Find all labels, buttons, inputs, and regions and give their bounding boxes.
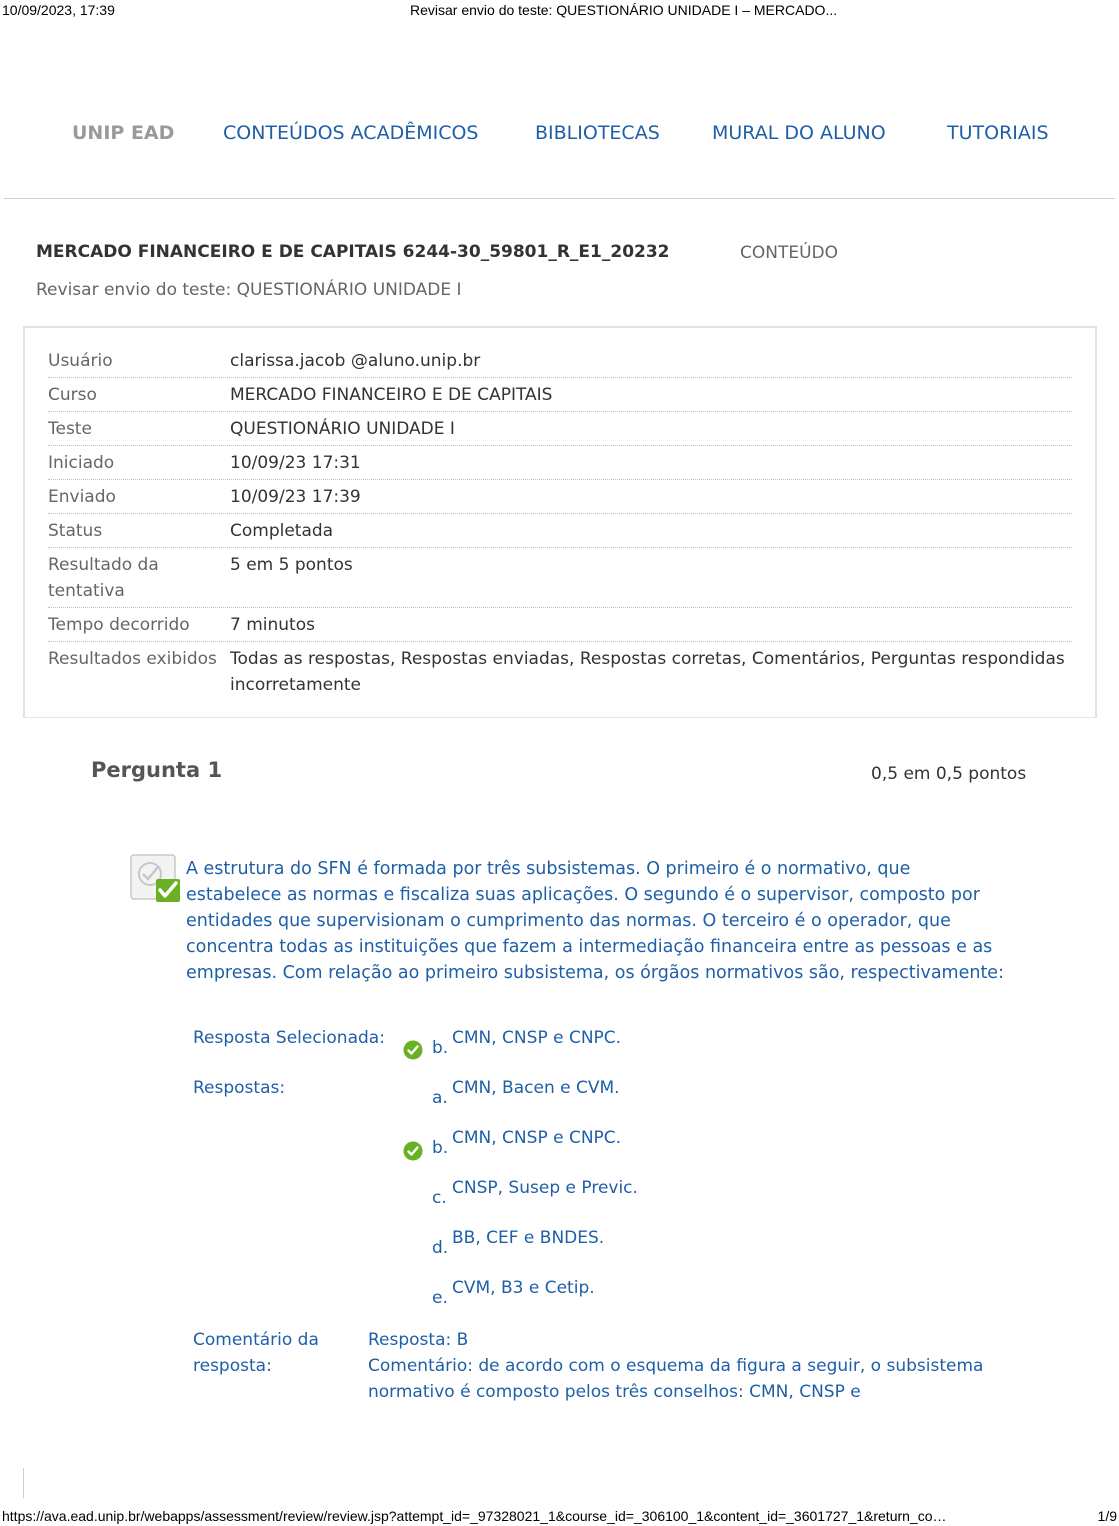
info-row-resultados-exibidos xyxy=(48,646,1072,702)
info-row-status xyxy=(48,518,1072,548)
answer-letter: b. xyxy=(432,1138,449,1158)
info-row-curso xyxy=(48,382,1072,412)
info-value: clarissa.jacob @aluno.unip.br xyxy=(230,351,481,371)
answer-letter: c. xyxy=(432,1188,447,1208)
info-row-iniciado xyxy=(48,450,1072,480)
print-url: https://ava.ead.unip.br/webapps/assessment/review/review.jsp?attempt_id=_97328021_1&course_id=_306100_1&content_id=_3601727_1&return_co… xyxy=(2,1508,947,1524)
answer-text: CMN, CNSP e CNPC. xyxy=(452,1128,622,1148)
answer-letter: e. xyxy=(432,1288,448,1308)
print-datetime: 10/09/2023, 17:39 xyxy=(2,2,115,18)
answer-text: CMN, CNSP e CNPC. xyxy=(452,1028,622,1048)
content-link[interactable]: CONTEÚDO xyxy=(740,243,839,263)
answer-text: CVM, B3 e Cetip. xyxy=(452,1278,595,1298)
info-value: Completada xyxy=(230,521,334,541)
print-page-number: 1/9 xyxy=(1097,1508,1117,1524)
info-row-tempo xyxy=(48,612,1072,642)
comment-answer: Resposta: B xyxy=(368,1330,469,1350)
info-label: Curso xyxy=(48,385,97,405)
answer-letter: d. xyxy=(432,1238,449,1258)
question-correct-icon xyxy=(130,854,182,904)
comment-label: Comentário da resposta: xyxy=(193,1330,319,1376)
info-value: QUESTIONÁRIO UNIDADE I xyxy=(230,419,455,439)
print-footer xyxy=(0,1506,1119,1526)
question-text: A estrutura do SFN é formada por três subsistemas. O primeiro é o normativo, que estabelece as normas e fiscaliza suas aplicações. O segundo é o supervisor, composto por entidades que supervisionam o cumprimento das normas. O terceiro é o operador, que concentra todas as instituições que fazem a intermediação financeira entre as pessoas e as empresas. Com relação ao primeiro subsistema, os órgãos normativos são, respectivamente: xyxy=(186,859,1004,983)
nav-divider xyxy=(4,198,1115,199)
print-page-title: Revisar envio do teste: QUESTIONÁRIO UNIDADE I – MERCADO... xyxy=(410,2,838,18)
question-title: Pergunta 1 xyxy=(91,758,223,782)
nav-conteudos-academicos[interactable]: CONTEÚDOS ACADÊMICOS xyxy=(223,122,479,144)
answer-letter: a. xyxy=(432,1088,448,1108)
info-value: Todas as respostas, Respostas enviadas, Respostas corretas, Comentários, Perguntas respondidas incorretamente xyxy=(230,649,1065,695)
info-label: Resultado da tentativa xyxy=(48,555,159,601)
nav-bibliotecas[interactable]: BIBLIOTECAS xyxy=(535,122,660,144)
check-circle-icon xyxy=(403,1141,423,1161)
info-label: Resultados exibidos xyxy=(48,649,217,669)
nav-unip-ead[interactable]: UNIP EAD xyxy=(72,122,175,144)
info-label: Iniciado xyxy=(48,453,115,473)
info-value: 10/09/23 17:31 xyxy=(230,453,361,473)
info-value: 10/09/23 17:39 xyxy=(230,487,361,507)
info-value: 7 minutos xyxy=(230,615,315,635)
info-label: Enviado xyxy=(48,487,116,507)
info-value: 5 em 5 pontos xyxy=(230,555,353,575)
info-row-teste xyxy=(48,416,1072,446)
info-row-enviado xyxy=(48,484,1072,514)
nav-tutoriais[interactable]: TUTORIAIS xyxy=(947,122,1049,144)
answer-letter: b. xyxy=(432,1038,449,1058)
info-label: Tempo decorrido xyxy=(48,615,190,635)
question-points: 0,5 em 0,5 pontos xyxy=(871,764,1027,784)
top-navigation xyxy=(0,122,1119,154)
course-title[interactable]: MERCADO FINANCEIRO E DE CAPITAIS 6244-30_59801_R_E1_20232 xyxy=(36,242,670,262)
check-circle-icon xyxy=(403,1040,423,1060)
answer-text: BB, CEF e BNDES. xyxy=(452,1228,605,1248)
comment-text: Comentário: de acordo com o esquema da figura a seguir, o subsistema normativo é composto pelos três conselhos: CMN, CNSP e xyxy=(368,1356,984,1402)
info-value: MERCADO FINANCEIRO E DE CAPITAIS xyxy=(230,385,553,405)
comment-body xyxy=(368,1327,1008,1405)
page-subtitle: Revisar envio do teste: QUESTIONÁRIO UNIDADE I xyxy=(36,280,462,300)
info-row-resultado xyxy=(48,552,1072,608)
answer-text: CMN, Bacen e CVM. xyxy=(452,1078,620,1098)
print-header xyxy=(0,0,1119,22)
info-label: Usuário xyxy=(48,351,113,371)
info-label: Status xyxy=(48,521,103,541)
answer-text: CNSP, Susep e Previc. xyxy=(452,1178,638,1198)
info-label: Teste xyxy=(48,419,92,439)
attempt-info-box xyxy=(23,326,1097,718)
nav-mural-do-aluno[interactable]: MURAL DO ALUNO xyxy=(712,122,886,144)
info-row-usuario xyxy=(48,348,1072,378)
content-border xyxy=(23,1468,24,1498)
selected-answer-label: Resposta Selecionada: xyxy=(193,1028,385,1048)
answers-label: Respostas: xyxy=(193,1078,286,1098)
